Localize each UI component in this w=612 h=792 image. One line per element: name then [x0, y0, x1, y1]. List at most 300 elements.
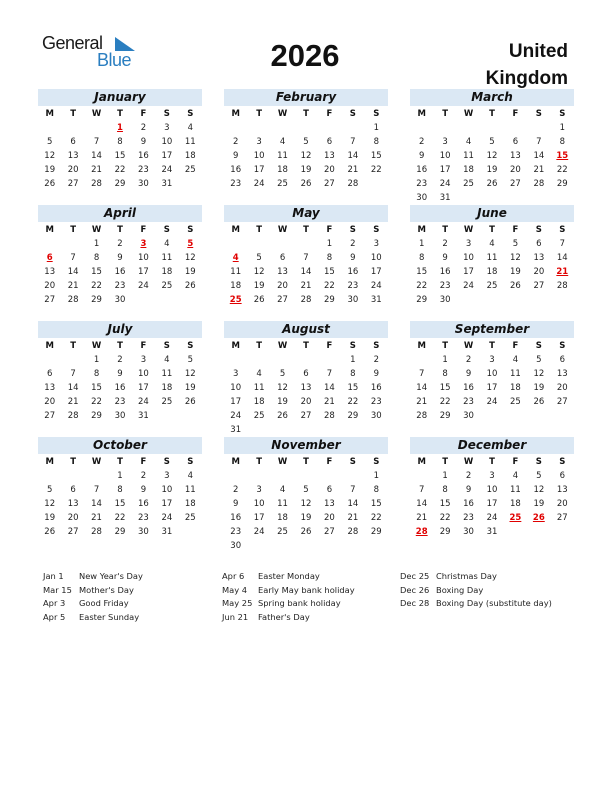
day-cell: 25 — [277, 527, 288, 537]
day-cell: 4 — [489, 239, 495, 249]
day-cell: 13 — [44, 267, 56, 277]
day-cell: 3 — [164, 471, 170, 481]
day-cell: 9 — [117, 369, 123, 379]
day-cell: 23 — [463, 397, 474, 407]
day-cell: 15 — [439, 499, 451, 509]
holiday-entry — [222, 611, 355, 625]
day-cell: 24 — [161, 165, 173, 175]
day-cell: 7 — [326, 369, 333, 379]
empty-cell — [294, 353, 317, 367]
day-cell: 27 — [300, 411, 312, 421]
weekday-header: T — [489, 109, 495, 119]
holiday-day-cell: 15 — [556, 151, 569, 161]
day-cell: 5 — [303, 485, 309, 495]
empty-cell — [38, 121, 61, 135]
day-cell: 30 — [463, 527, 474, 537]
day-cell: 3 — [233, 369, 239, 379]
day-cell: 13 — [556, 369, 568, 379]
weekday-header: W — [91, 109, 102, 119]
weekday-header: T — [117, 225, 123, 235]
weekday-header: T — [442, 341, 449, 351]
day-cell: 24 — [253, 527, 265, 537]
day-cell: 14 — [416, 499, 428, 509]
day-cell: 9 — [233, 499, 239, 509]
day-cell: 19 — [300, 165, 312, 175]
holiday-date: Jun 21 — [222, 611, 249, 622]
month-day-grid — [410, 455, 574, 539]
holiday-day-cell: 26 — [532, 513, 545, 523]
day-cell: 1 — [442, 355, 448, 365]
day-cell: 27 — [533, 281, 545, 291]
day-cell: 25 — [161, 281, 173, 291]
day-cell: 24 — [486, 513, 498, 523]
day-cell: 8 — [442, 369, 448, 379]
day-cell: 7 — [93, 137, 100, 147]
day-cell: 18 — [161, 267, 173, 277]
weekday-header: S — [373, 457, 380, 467]
day-cell: 19 — [184, 383, 196, 393]
day-cell: 19 — [44, 165, 56, 175]
day-cell: 21 — [347, 513, 359, 523]
day-cell: 2 — [140, 471, 147, 481]
day-cell: 29 — [91, 411, 102, 421]
day-cell: 29 — [91, 295, 102, 305]
weekday-header: S — [187, 341, 194, 351]
day-cell: 31 — [486, 527, 498, 537]
day-cell: 11 — [161, 253, 173, 263]
day-cell: 28 — [67, 295, 79, 305]
day-cell: 18 — [510, 383, 521, 393]
day-cell: 15 — [439, 383, 451, 393]
weekday-header: T — [256, 457, 263, 467]
day-cell: 1 — [419, 239, 425, 249]
day-cell: 24 — [439, 179, 451, 189]
day-cell: 19 — [277, 397, 288, 407]
empty-cell — [294, 469, 317, 483]
day-cell: 25 — [510, 397, 521, 407]
day-cell: 23 — [138, 165, 149, 175]
weekday-header: M — [231, 225, 240, 235]
day-cell: 12 — [486, 151, 498, 161]
weekday-header: M — [417, 109, 426, 119]
logo-triangle-icon — [115, 37, 135, 51]
day-cell: 25 — [277, 179, 288, 189]
day-cell: 2 — [419, 137, 425, 147]
day-cell: 2 — [465, 355, 472, 365]
day-cell: 9 — [140, 485, 147, 495]
day-cell: 16 — [463, 499, 474, 509]
day-cell: 12 — [44, 151, 56, 161]
weekday-header: F — [326, 457, 333, 467]
day-cell: 7 — [93, 485, 100, 495]
day-cell: 29 — [370, 527, 382, 537]
day-cell: 28 — [416, 411, 428, 421]
day-cell: 7 — [419, 369, 425, 379]
empty-cell — [271, 353, 294, 367]
day-cell: 1 — [93, 355, 100, 365]
day-cell: 16 — [230, 165, 242, 175]
day-cell: 9 — [465, 369, 472, 379]
day-cell: 12 — [44, 499, 56, 509]
day-cell: 11 — [184, 485, 196, 495]
day-cell: 29 — [556, 179, 568, 189]
weekday-header: S — [187, 225, 194, 235]
day-cell: 22 — [370, 165, 382, 175]
day-cell: 3 — [373, 239, 379, 249]
day-cell: 28 — [91, 179, 102, 189]
country-line-2: Kingdom — [485, 68, 568, 89]
holiday-date: Apr 3 — [43, 598, 66, 608]
day-cell: 5 — [303, 137, 309, 147]
day-cell: 17 — [138, 383, 149, 393]
empty-cell — [410, 469, 433, 483]
day-cell: 3 — [256, 137, 262, 147]
month-may — [224, 205, 388, 307]
day-cell: 26 — [277, 411, 288, 421]
empty-cell — [480, 121, 503, 135]
day-cell: 24 — [161, 513, 173, 523]
month-day-grid — [224, 339, 388, 437]
day-cell: 31 — [138, 411, 149, 421]
day-cell: 13 — [67, 151, 79, 161]
weekday-header: W — [91, 341, 102, 351]
holiday-column — [222, 570, 355, 624]
holiday-name: Father's Day — [258, 611, 310, 622]
day-cell: 29 — [347, 411, 359, 421]
day-cell: 27 — [44, 295, 56, 305]
weekday-header: F — [326, 341, 333, 351]
month-day-grid — [38, 339, 202, 423]
day-cell: 15 — [114, 499, 126, 509]
day-cell: 28 — [347, 179, 359, 189]
day-cell: 29 — [416, 295, 428, 305]
day-cell: 20 — [44, 397, 56, 407]
day-cell: 20 — [44, 281, 56, 291]
month-day-grid — [38, 455, 202, 539]
holiday-entry — [43, 570, 143, 584]
day-cell: 18 — [486, 267, 498, 277]
day-cell: 28 — [300, 295, 312, 305]
weekday-header: M — [45, 341, 54, 351]
day-cell: 6 — [536, 239, 542, 249]
month-title: July — [38, 321, 202, 338]
day-cell: 11 — [510, 485, 521, 495]
holiday-name: Easter Sunday — [79, 611, 140, 622]
day-cell: 22 — [114, 513, 126, 523]
weekday-header: W — [91, 225, 102, 235]
day-cell: 12 — [300, 151, 312, 161]
weekday-header: F — [326, 109, 333, 119]
day-cell: 7 — [536, 137, 542, 147]
day-cell: 6 — [70, 137, 76, 147]
day-cell: 12 — [184, 253, 196, 263]
weekday-header: T — [489, 457, 495, 467]
month-day-grid — [410, 223, 574, 307]
day-cell: 25 — [486, 281, 498, 291]
day-cell: 5 — [47, 137, 53, 147]
day-cell: 7 — [70, 369, 76, 379]
day-cell: 14 — [416, 383, 428, 393]
day-cell: 6 — [512, 137, 519, 147]
holiday-date: Apr 6 — [222, 571, 245, 581]
empty-cell — [457, 121, 480, 135]
day-cell: 29 — [114, 179, 126, 189]
day-cell: 4 — [187, 471, 193, 481]
day-cell: 28 — [324, 411, 335, 421]
day-cell: 9 — [465, 485, 472, 495]
day-cell: 27 — [67, 179, 79, 189]
day-cell: 13 — [67, 499, 79, 509]
day-cell: 26 — [300, 527, 312, 537]
day-cell: 1 — [350, 355, 356, 365]
day-cell: 4 — [187, 123, 193, 133]
empty-cell — [341, 469, 364, 483]
weekday-header: T — [70, 109, 77, 119]
weekday-header: S — [373, 109, 380, 119]
day-cell: 27 — [324, 527, 335, 537]
day-cell: 24 — [138, 397, 149, 407]
day-cell: 12 — [533, 369, 545, 379]
weekday-header: M — [417, 341, 426, 351]
day-cell: 7 — [70, 253, 76, 263]
day-cell: 20 — [277, 281, 288, 291]
holiday-column — [43, 570, 143, 624]
holiday-day-cell: 21 — [556, 267, 569, 277]
month-title: October — [38, 437, 202, 454]
day-cell: 14 — [347, 151, 359, 161]
day-cell: 26 — [184, 281, 196, 291]
day-cell: 21 — [91, 165, 102, 175]
empty-cell — [61, 353, 84, 367]
weekday-header: S — [373, 341, 380, 351]
day-cell: 6 — [70, 485, 76, 495]
day-cell: 16 — [114, 383, 126, 393]
weekday-header: M — [231, 457, 240, 467]
holiday-day-cell: 3 — [140, 239, 147, 249]
day-cell: 22 — [347, 397, 359, 407]
day-cell: 15 — [347, 383, 359, 393]
holiday-entry — [43, 584, 143, 598]
holiday-date: May 4 — [222, 584, 248, 595]
day-cell: 3 — [465, 239, 472, 249]
empty-cell — [224, 121, 247, 135]
weekday-header: M — [231, 109, 240, 119]
weekday-header: F — [140, 109, 147, 119]
day-cell: 5 — [536, 355, 542, 365]
day-cell: 10 — [370, 253, 382, 263]
day-cell: 10 — [161, 485, 173, 495]
day-cell: 23 — [114, 281, 126, 291]
month-day-grid — [410, 339, 574, 423]
day-cell: 25 — [253, 411, 265, 421]
weekday-header: T — [303, 109, 309, 119]
day-cell: 23 — [114, 397, 126, 407]
weekday-header: M — [417, 225, 426, 235]
holiday-entry — [43, 597, 143, 611]
day-cell: 10 — [486, 485, 498, 495]
day-cell: 9 — [419, 151, 425, 161]
day-cell: 22 — [91, 397, 102, 407]
day-cell: 4 — [465, 137, 472, 147]
holiday-date: May 25 — [222, 598, 253, 608]
day-cell: 2 — [373, 355, 379, 365]
day-cell: 1 — [559, 123, 565, 133]
day-cell: 30 — [439, 295, 451, 305]
day-cell: 5 — [256, 253, 262, 263]
day-cell: 6 — [326, 137, 333, 147]
day-cell: 11 — [510, 369, 521, 379]
day-cell: 3 — [164, 123, 170, 133]
day-cell: 9 — [442, 253, 448, 263]
empty-cell — [271, 469, 294, 483]
day-cell: 27 — [44, 411, 56, 421]
day-cell: 9 — [350, 253, 356, 263]
day-cell: 31 — [161, 179, 173, 189]
day-cell: 26 — [184, 397, 196, 407]
day-cell: 14 — [91, 151, 102, 161]
day-cell: 6 — [279, 253, 286, 263]
weekday-header: S — [187, 109, 194, 119]
holiday-day-cell: 6 — [46, 253, 53, 263]
day-cell: 17 — [370, 267, 382, 277]
empty-cell — [318, 121, 341, 135]
day-cell: 29 — [439, 411, 451, 421]
day-cell: 2 — [233, 485, 239, 495]
empty-cell — [247, 121, 270, 135]
weekday-header: S — [349, 457, 356, 467]
day-cell: 22 — [324, 281, 335, 291]
day-cell: 16 — [370, 383, 382, 393]
holiday-name: Easter Monday — [258, 571, 320, 581]
day-cell: 11 — [486, 253, 498, 263]
day-cell: 15 — [370, 151, 382, 161]
day-cell: 29 — [439, 527, 451, 537]
day-cell: 16 — [230, 513, 242, 523]
day-cell: 8 — [373, 485, 379, 495]
empty-cell — [504, 121, 527, 135]
day-cell: 28 — [533, 179, 545, 189]
empty-cell — [61, 469, 84, 483]
day-cell: 4 — [164, 239, 170, 249]
weekday-header: T — [70, 457, 77, 467]
day-cell: 26 — [533, 397, 545, 407]
weekday-header: T — [442, 225, 449, 235]
day-cell: 31 — [161, 527, 173, 537]
weekday-header: M — [45, 457, 54, 467]
weekday-header: M — [45, 225, 54, 235]
day-cell: 17 — [463, 267, 474, 277]
weekday-header: F — [512, 225, 519, 235]
weekday-header: S — [349, 109, 356, 119]
day-cell: 19 — [184, 267, 196, 277]
holiday-name: Early May bank holiday — [258, 584, 355, 595]
weekday-header: T — [117, 109, 123, 119]
day-cell: 14 — [91, 499, 102, 509]
weekday-header: W — [277, 109, 288, 119]
empty-cell — [294, 121, 317, 135]
month-title: February — [224, 89, 388, 106]
day-cell: 27 — [556, 513, 568, 523]
weekday-header: T — [489, 225, 495, 235]
day-cell: 9 — [233, 151, 239, 161]
day-cell: 13 — [533, 253, 545, 263]
day-cell: 14 — [324, 383, 335, 393]
day-cell: 26 — [253, 295, 265, 305]
weekday-header: F — [326, 225, 333, 235]
holiday-day-cell: 28 — [415, 527, 428, 537]
day-cell: 23 — [416, 179, 428, 189]
day-cell: 20 — [556, 499, 568, 509]
day-cell: 8 — [326, 253, 333, 263]
day-cell: 20 — [67, 513, 79, 523]
holiday-day-cell: 4 — [232, 253, 239, 263]
day-cell: 13 — [556, 485, 568, 495]
day-cell: 16 — [347, 267, 359, 277]
day-cell: 8 — [419, 253, 425, 263]
month-title: May — [224, 205, 388, 222]
day-cell: 15 — [370, 499, 382, 509]
day-cell: 20 — [300, 397, 312, 407]
day-cell: 14 — [67, 267, 79, 277]
day-cell: 4 — [512, 355, 519, 365]
day-cell: 3 — [140, 355, 147, 365]
day-cell: 16 — [138, 499, 149, 509]
month-day-grid — [38, 107, 202, 191]
empty-cell — [224, 353, 247, 367]
weekday-header: T — [117, 457, 123, 467]
day-cell: 6 — [47, 369, 53, 379]
day-cell: 23 — [463, 513, 474, 523]
empty-cell — [271, 237, 294, 251]
day-cell: 16 — [463, 383, 474, 393]
day-cell: 20 — [324, 165, 335, 175]
day-cell: 19 — [486, 165, 498, 175]
day-cell: 13 — [324, 151, 335, 161]
day-cell: 23 — [347, 281, 359, 291]
weekday-header: S — [535, 457, 542, 467]
day-cell: 20 — [67, 165, 79, 175]
day-cell: 28 — [67, 411, 79, 421]
weekday-header: S — [535, 341, 542, 351]
holiday-date: Dec 25 — [400, 571, 430, 581]
day-cell: 18 — [277, 513, 288, 523]
weekday-header: S — [163, 457, 170, 467]
empty-cell — [38, 469, 61, 483]
day-cell: 10 — [230, 383, 242, 393]
empty-cell — [85, 121, 108, 135]
weekday-header: S — [559, 109, 566, 119]
day-cell: 8 — [559, 137, 565, 147]
day-cell: 10 — [486, 369, 498, 379]
day-cell: 8 — [350, 369, 356, 379]
day-cell: 19 — [533, 499, 545, 509]
day-cell: 24 — [253, 179, 265, 189]
weekday-header: S — [559, 225, 566, 235]
empty-cell — [61, 237, 84, 251]
day-cell: 25 — [161, 397, 173, 407]
country-name — [486, 38, 568, 92]
day-cell: 27 — [324, 179, 335, 189]
day-cell: 17 — [439, 165, 451, 175]
day-cell: 25 — [463, 179, 474, 189]
day-cell: 17 — [486, 383, 498, 393]
weekday-header: T — [442, 109, 449, 119]
month-november — [224, 437, 388, 553]
weekday-header: S — [349, 225, 356, 235]
day-cell: 18 — [184, 151, 196, 161]
weekday-header: T — [256, 225, 263, 235]
empty-cell — [247, 353, 270, 367]
